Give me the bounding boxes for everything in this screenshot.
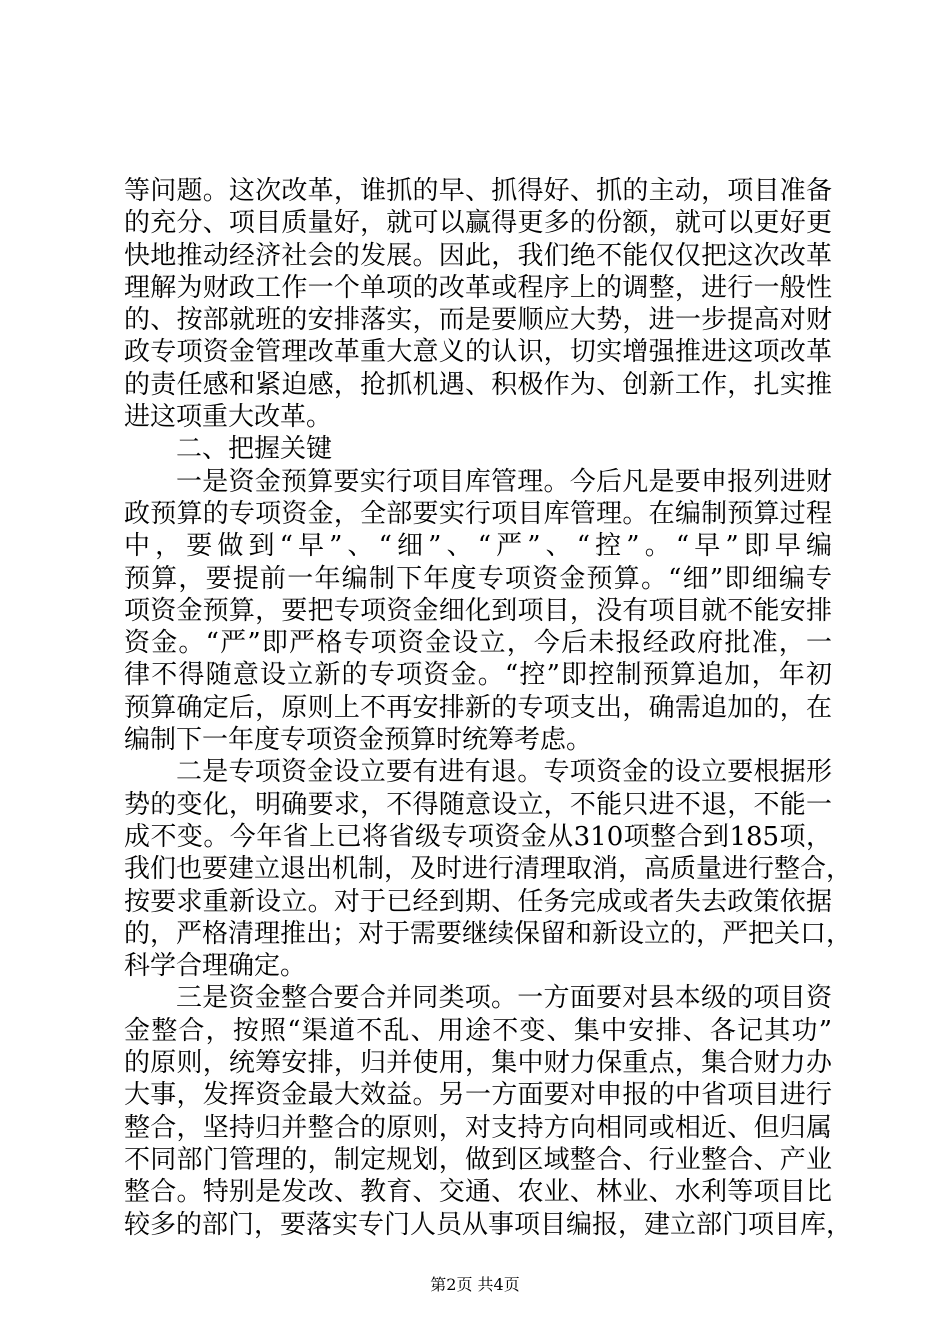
text-line: 三是资金整合要合并同类项。一方面要对县本级的项目资 [176,983,832,1014]
section-heading [124,433,832,465]
text-line: 一是资金预算要实行项目库管理。今后凡是要申报列进财 [176,466,832,497]
text-line: 的，严格清理推出；对于需要继续保留和新设立的，严把关口， [124,918,853,949]
text-line: 按要求重新设立。对于已经到期、任务完成或者失去政策依据 [124,886,832,917]
text-line: 较多的部门，要落实专门人员从事项目编报，建立部门项目库， [124,1209,853,1240]
text-line: 理解为财政工作一个单项的改革或程序上的调整，进行一般性 [124,272,832,303]
text-line: 成不变。今年省上已将省级专项资金从310项整合到185项， [124,821,832,852]
text-line: 政专项资金管理改革重大意义的认识，切实增强推进这项改革 [124,337,832,368]
heading-text: 二、把握关键 [176,434,333,465]
text-line: 律不得随意设立新的专项资金。“控”即控制预算追加，年初 [124,660,832,691]
paragraph-point-three [124,982,853,1240]
text-line: 政预算的专项资金，全部要实行项目库管理。在编制预算过程 [124,498,832,529]
document-body [124,175,853,1241]
text-line: 二是专项资金设立要有进有退。专项资金的设立要根据形 [176,757,832,788]
text-line: 项资金预算，要把专项资金细化到项目，没有项目就不能安排 [124,595,832,626]
page-footer [0,1275,950,1295]
text-line: 预算，要提前一年编制下年度专项资金预算。“细”即细编专 [124,563,832,594]
text-line: 科学合理确定。 [124,951,307,982]
text-line: 金整合，按照“渠道不乱、用途不变、集中安排、各记其功” [124,1015,832,1046]
text-line: 进这项重大改革。 [124,402,333,433]
text-line: 整合。特别是发改、教育、交通、农业、林业、水利等项目比 [124,1177,832,1208]
text-line: 编制下一年度专项资金预算时统筹考虑。 [124,725,593,756]
text-line: 快地推动经济社会的发展。因此，我们绝不能仅仅把这次改革 [124,240,832,271]
paragraph-point-two [124,756,853,982]
page-number: 第2页 共4页 [430,1275,520,1294]
text-line: 我们也要建立退出机制，及时进行清理取消，高质量进行整合， [124,854,853,885]
text-line: 预算确定后，原则上不再安排新的专项支出，确需追加的，在 [124,692,832,723]
text-line: 不同部门管理的，制定规划，做到区域整合、行业整合、产业 [124,1144,832,1175]
paragraph-continuation [124,175,832,433]
text-line: 的充分、项目质量好，就可以赢得更多的份额，就可以更好更 [124,208,832,239]
text-line: 中，要做到“早”、“细”、“严”、“控”。“早”即早编 [124,531,832,562]
text-line: 势的变化，明确要求，不得随意设立，不能只进不退，不能一 [124,789,832,820]
text-line: 的原则，统筹安排，归并使用，集中财力保重点，集合财力办 [124,1048,832,1079]
text-line: 等问题。这次改革，谁抓的早、抓得好、抓的主动，项目准备 [124,176,832,206]
text-line: 的责任感和紧迫感，抢抓机遇、积极作为、创新工作，扎实推 [124,369,832,400]
text-line: 的、按部就班的安排落实，而是要顺应大势，进一步提高对财 [124,305,832,336]
text-line: 资金。“严”即严格专项资金设立，今后未报经政府批准，一 [124,628,832,659]
text-line: 大事，发挥资金最大效益。另一方面要对申报的中省项目进行 [124,1080,832,1111]
text-line: 整合，坚持归并整合的原则，对支持方向相同或相近、但归属 [124,1112,832,1143]
paragraph-point-one [124,466,832,757]
